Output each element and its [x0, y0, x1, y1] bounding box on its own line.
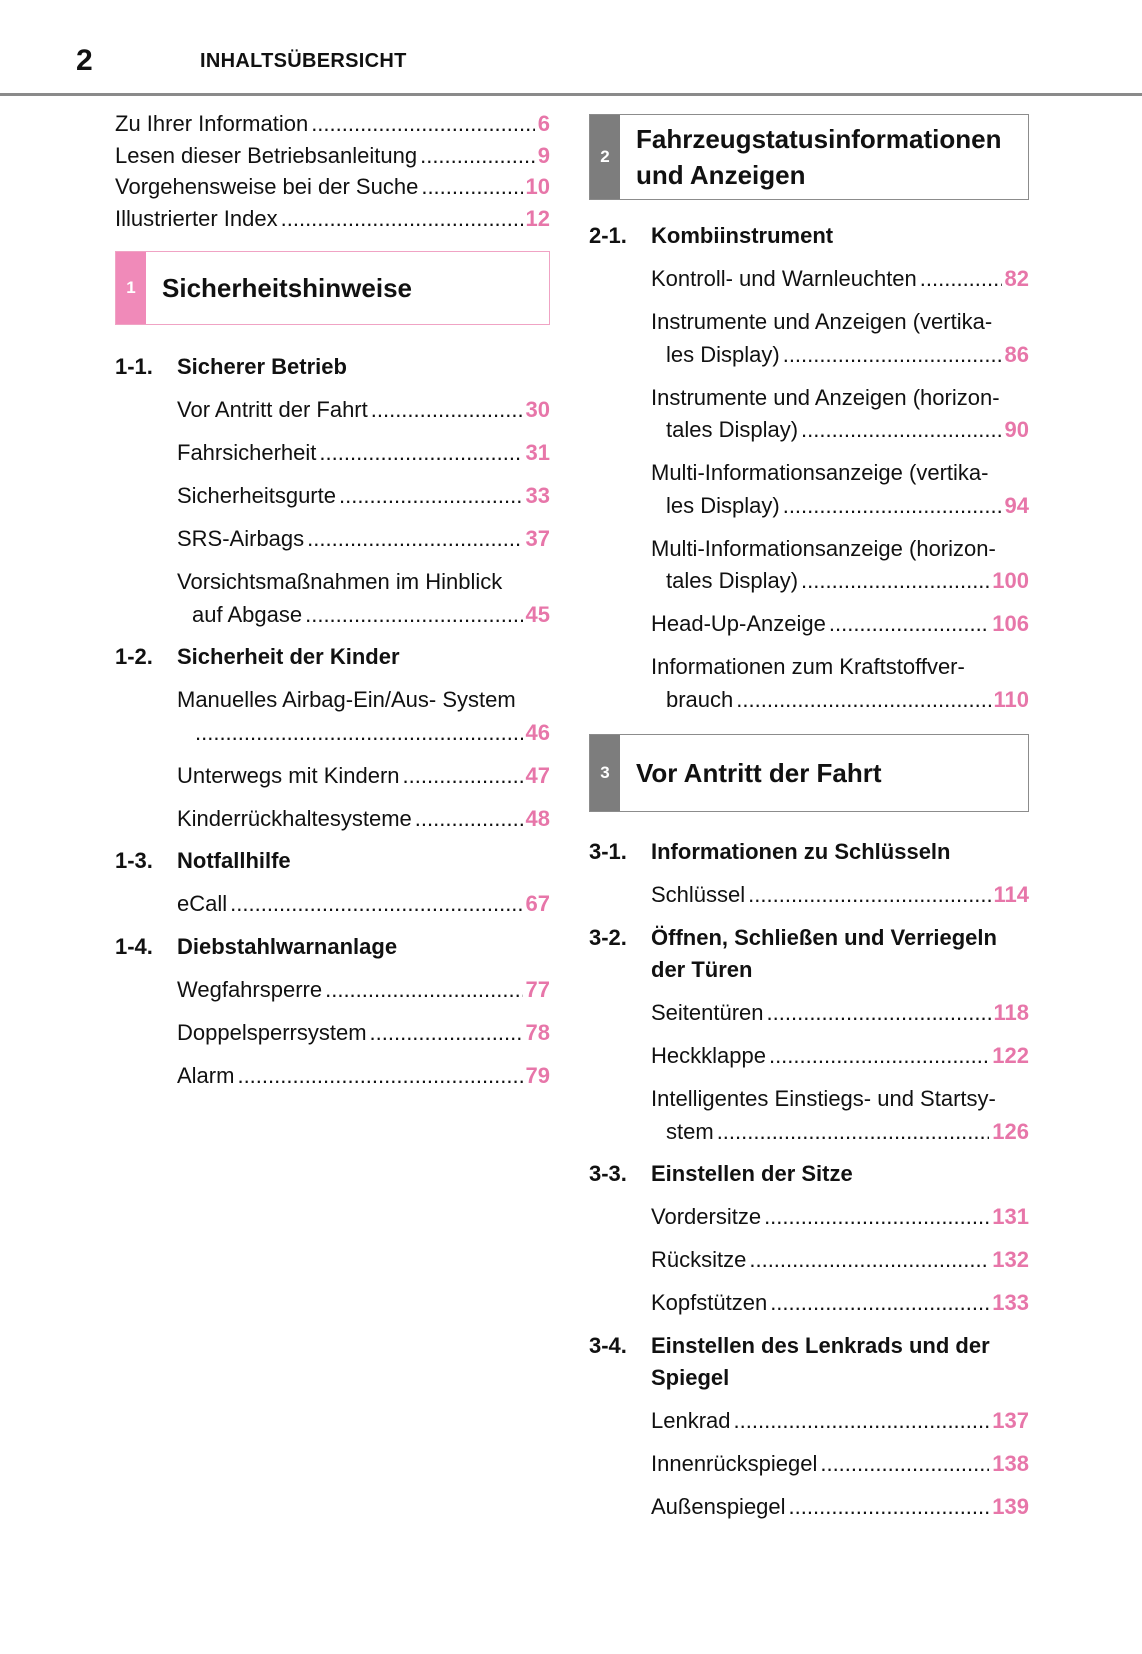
toc-entry[interactable]: Kopfstützen ..... 133 [589, 1287, 1029, 1320]
chapter-number-tab: 2 [590, 115, 620, 199]
page-ref[interactable]: 94 [1004, 492, 1029, 518]
page-ref[interactable]: 33 [525, 483, 550, 508]
toc-entry-multiline[interactable]: Instrumente und Anzeigen (horizon- tales Display) ..... 90 [589, 382, 1029, 447]
toc-entry-multiline[interactable]: Multi-Informationsanzeige (horizon- tales Display) ..... 100 [589, 533, 1029, 598]
header-title: INHALTSÜBERSICHT [200, 50, 407, 72]
toc-entry-multiline[interactable]: Manuelles Airbag-Ein/Aus- System ..... 46 [115, 684, 550, 749]
page-header [0, 0, 1142, 96]
page-ref[interactable]: 114 [993, 882, 1029, 907]
page-number: 2 [76, 44, 93, 77]
page-ref[interactable]: 132 [992, 1247, 1029, 1272]
page-ref[interactable]: 9 [537, 142, 550, 168]
intro-list [115, 108, 550, 235]
page-ref[interactable]: 12 [525, 205, 550, 231]
toc-entry-multiline[interactable]: Intelligentes Einstiegs- und Startsy- stem ..... 126 [589, 1083, 1029, 1148]
left-column [115, 108, 550, 1092]
toc-entry[interactable]: eCall ..... 67 [115, 888, 550, 921]
page-ref[interactable]: 79 [525, 1062, 550, 1088]
page-ref[interactable]: 137 [992, 1408, 1029, 1433]
toc-entry[interactable]: Vorgehensweise bei der Suche ..... 10 [115, 171, 550, 204]
page-ref[interactable]: 139 [992, 1494, 1029, 1519]
toc-entry[interactable]: Wegfahrsperre ..... 77 [115, 974, 550, 1007]
toc-entry[interactable]: Head-Up-Anzeige ..... 106 [589, 608, 1029, 641]
section-heading[interactable]: 1-4. Diebstahlwarnanlage [115, 933, 398, 959]
toc-entry[interactable]: Rücksitze ..... 132 [589, 1244, 1029, 1277]
page-ref[interactable]: 133 [992, 1290, 1029, 1315]
section-heading[interactable]: 3-1. Informationen zu Schlüsseln [589, 839, 951, 864]
chapter-title: Vor Antritt der Fahrt [636, 758, 882, 788]
toc-entry-multiline[interactable]: Multi-Informationsanzeige (vertika- les Display) ..... 94 [589, 457, 1029, 522]
section-heading[interactable]: 3-2. Öffnen, Schließen und Verriegeln der Türen [589, 924, 997, 982]
toc-entry[interactable]: Außenspiegel ..... 139 [589, 1491, 1029, 1524]
section-heading[interactable]: 1-3. Notfallhilfe [115, 848, 291, 873]
page-ref[interactable]: 82 [1004, 266, 1029, 291]
toc-entry[interactable]: Schlüssel ..... 114 [589, 879, 1029, 912]
chapter-title: Sicherheitshinweise [162, 273, 412, 303]
section-heading[interactable]: 2-1. Kombiinstrument [589, 223, 834, 248]
toc-entry[interactable]: Fahrsicherheit ..... 31 [115, 437, 550, 470]
page-ref[interactable]: 67 [525, 891, 550, 916]
section-heading[interactable]: 1-2. Sicherheit der Kinder [115, 644, 400, 669]
toc-entry[interactable]: Kontroll- und Warnleuchten ..... 82 [589, 263, 1029, 296]
page-ref[interactable]: 48 [525, 805, 550, 831]
toc-entry[interactable]: Vordersitze ..... 131 [589, 1201, 1029, 1234]
toc-entry[interactable]: Unterwegs mit Kindern ..... 47 [115, 760, 550, 793]
toc-entry[interactable]: Zu Ihrer Information ..... 6 [115, 108, 550, 141]
section-heading[interactable]: 3-3. Einstellen der Sitze [589, 1161, 853, 1186]
page-ref[interactable]: 10 [525, 174, 550, 199]
page-ref[interactable]: 31 [525, 440, 550, 465]
toc-entry[interactable]: Innenrückspiegel ..... 138 [589, 1448, 1029, 1481]
toc-entry[interactable]: Doppelsperrsystem ..... 78 [115, 1017, 550, 1050]
page-ref[interactable]: 90 [1004, 417, 1029, 442]
chapter-number-tab: 1 [116, 252, 146, 324]
page-ref[interactable]: 30 [525, 397, 550, 422]
toc-entry[interactable]: Sicherheitsgurte ..... 33 [115, 480, 550, 513]
page-ref[interactable]: 78 [525, 1019, 550, 1045]
header-rule [0, 93, 1142, 96]
section-heading[interactable]: 1-1. Sicherer Betrieb [115, 354, 347, 379]
toc-entry[interactable]: Kinderrückhaltesysteme ..... 48 [115, 803, 550, 836]
page-ref[interactable]: 138 [992, 1451, 1029, 1476]
toc-entry[interactable]: Lesen dieser Betriebsanleitung ..... 9 [115, 140, 550, 173]
page-ref[interactable]: 100 [992, 568, 1029, 593]
toc-entry-multiline[interactable]: Instrumente und Anzeigen (vertika- les Display) ..... 86 [589, 306, 1029, 371]
toc-entry-multiline[interactable]: Informationen zum Kraftstoffver- brauch ..... 110 [589, 651, 1029, 716]
toc-entry[interactable]: Heckklappe ..... 122 [589, 1040, 1029, 1073]
toc-entry[interactable]: Illustrierter Index ..... 12 [115, 203, 550, 236]
page-ref[interactable]: 45 [525, 601, 550, 627]
chapter-1-banner[interactable] [115, 251, 550, 325]
page-ref[interactable]: 131 [992, 1204, 1029, 1229]
page-ref[interactable]: 110 [993, 686, 1029, 712]
toc-entry[interactable]: Alarm ..... 79 [115, 1060, 550, 1093]
chapter-title: Fahrzeugstatusinformationen und Anzeigen [636, 124, 1002, 190]
section-heading[interactable]: 3-4. Einstellen des Lenkrads und der Spiegel [589, 1332, 990, 1390]
page-ref[interactable]: 118 [993, 1000, 1029, 1025]
chapter-3-banner[interactable] [589, 734, 1029, 812]
toc-entry[interactable]: SRS-Airbags ..... 37 [115, 523, 550, 556]
toc-entry[interactable]: Lenkrad ..... 137 [589, 1405, 1029, 1438]
toc-entry-multiline[interactable]: Vorsichtsmaßnahmen im Hinblick auf Abgase ..... 45 [115, 566, 550, 631]
chapter-2-banner[interactable] [589, 114, 1029, 200]
toc-entry[interactable]: Vor Antritt der Fahrt ..... 30 [115, 394, 550, 427]
page-ref[interactable]: 122 [992, 1043, 1029, 1068]
page-ref[interactable]: 47 [525, 762, 550, 788]
page-ref[interactable]: 106 [992, 611, 1029, 636]
page-ref[interactable]: 86 [1004, 341, 1029, 367]
page-ref[interactable]: 6 [537, 111, 550, 136]
page-ref[interactable]: 126 [992, 1118, 1029, 1144]
chapter-number-tab: 3 [590, 735, 620, 811]
right-column [589, 114, 1029, 1524]
toc-entry[interactable]: Seitentüren ..... 118 [589, 997, 1029, 1030]
page-ref[interactable]: 77 [525, 976, 550, 1002]
page-ref[interactable]: 37 [525, 526, 550, 551]
page-ref[interactable]: 46 [525, 719, 550, 745]
